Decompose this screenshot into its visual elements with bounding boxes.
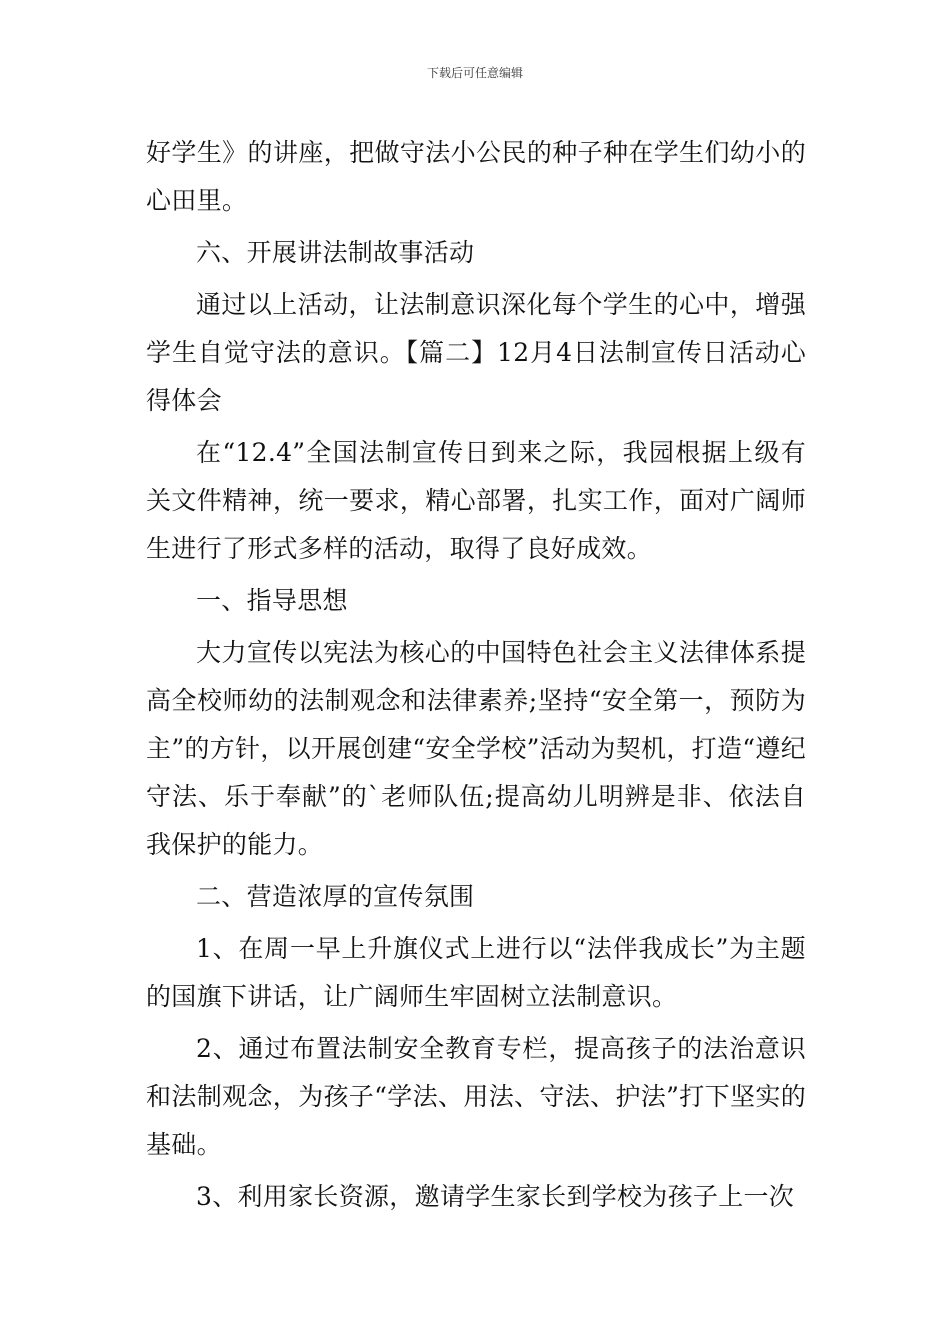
paragraph-2: 六、开展讲法制故事活动 [196,238,475,267]
page-header-note: 下载后可任意编辑 [426,66,523,80]
paragraph-9: 2、通过布置法制安全教育专栏，提高孩子的法治意识和法制观念，为孩子“学法、用法、守法、护法”打下坚实的基础。 [146,1034,806,1159]
paragraph-4: 在“12.4”全国法制宣传日到来之际，我园根据上级有关文件精神，统一要求，精心部署，扎实工作，面对广阔师生进行了形式多样的活动，取得了良好成效。 [146,438,806,563]
paragraph-10: 3、利用家长资源，邀请学生家长到学校为孩子上一次 [196,1182,795,1211]
paragraph-8: 1、在周一早上升旗仪式上进行以“法伴我成长”为主题的国旗下讲话，让广阔师生牢固树立法制意识。 [146,934,806,1011]
paragraph-7: 二、营造浓厚的宣传氛围 [196,882,475,911]
paragraph-3: 通过以上活动，让法制意识深化每个学生的心中，增强学生自觉守法的意识。【篇二】12月4日法制宣传日活动心得体会 [146,290,806,415]
paragraph-6: 大力宣传以宪法为核心的中国特色社会主义法律体系提高全校师幼的法制观念和法律素养;坚持“安全第一，预防为主”的方针，以开展创建“安全学校”活动为契机，打造“遵纪守法、乐于奉献”的`老师队伍;提高幼儿明辨是非、依法自我保护的能力。 [146,638,806,859]
paragraph-5: 一、指导思想 [196,586,348,615]
paragraph-1: 好学生》的讲座，把做守法小公民的种子种在学生们幼小的心田里。 [146,138,806,215]
document-body [146,129,806,1225]
